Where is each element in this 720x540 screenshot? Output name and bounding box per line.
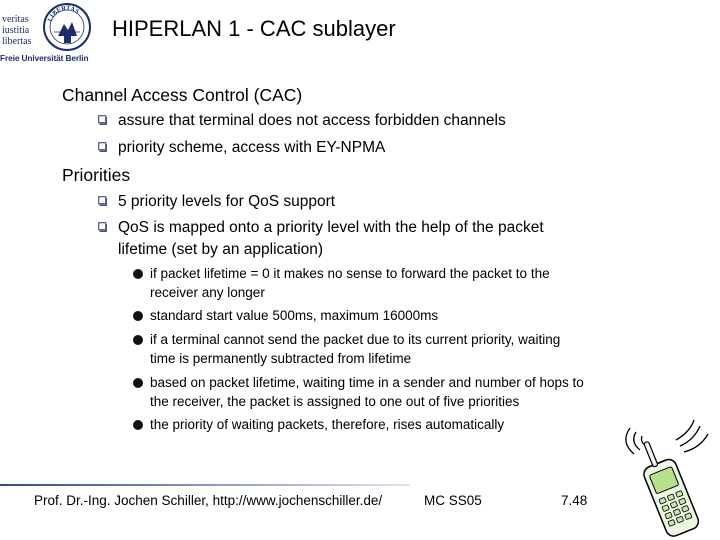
seal-text: LIBERTAS [46,4,81,23]
square-bullet-icon [98,196,108,207]
logo-motto-line: veritas [2,14,29,25]
sub-bullet-text: the receiver, the packet is assigned to one out of five priorities [150,394,520,409]
section-heading-priorities: Priorities [62,165,131,185]
footer-page-number: 7.48 [561,493,588,508]
bullet-text: assure that terminal does not access forbidden channels [118,112,506,129]
logo-motto [2,14,31,47]
sub-bullet-text: if packet lifetime = 0 it makes no sense to forward the packet to the [150,266,550,281]
bullet-text: lifetime (set by an application) [118,241,324,258]
slide-title: HIPERLAN 1 - CAC sublayer [112,16,396,41]
square-bullet-icon [98,222,108,233]
round-bullet-icon [133,311,143,321]
round-bullet-icon [133,420,143,430]
section-heading-cac: Channel Access Control (CAC) [62,85,303,105]
footer-author: Prof. Dr.-Ing. Jochen Schiller, http://www.jochenschiller.de/ [34,493,383,508]
bullet-text: QoS is mapped onto a priority level with the help of the packet [118,219,544,236]
sub-bullet-text: receiver any longer [150,285,265,300]
sub-bullet-text: based on packet lifetime, waiting time in a sender and number of hops to [150,375,584,390]
sub-bullet-text: if a terminal cannot send the packet due to its current priority, waiting [150,332,561,347]
bullet-text: 5 priority levels for QoS support [118,193,336,210]
sub-bullet-text: the priority of waiting packets, therefore, rises automatically [150,417,505,432]
university-logo [0,0,94,66]
footer-course: MC SS05 [424,493,482,508]
university-name: Freie Universität Berlin [0,53,89,63]
square-bullet-icon [98,115,108,126]
bullet-text: priority scheme, access with EY-NPMA [118,139,386,156]
footer-divider [0,484,410,486]
round-bullet-icon [133,378,143,388]
sub-bullet-text: time is permanently subtracted from lifetime [150,351,412,366]
seal-icon [42,2,92,52]
logo-motto-line: iustitia [2,25,30,36]
mobile-phone-icon [608,418,720,540]
sub-bullet-text: standard start value 500ms, maximum 16000ms [150,308,439,323]
round-bullet-icon [133,335,143,345]
round-bullet-icon [133,269,143,279]
logo-motto-line: libertas [2,36,32,47]
square-bullet-icon [98,142,108,153]
